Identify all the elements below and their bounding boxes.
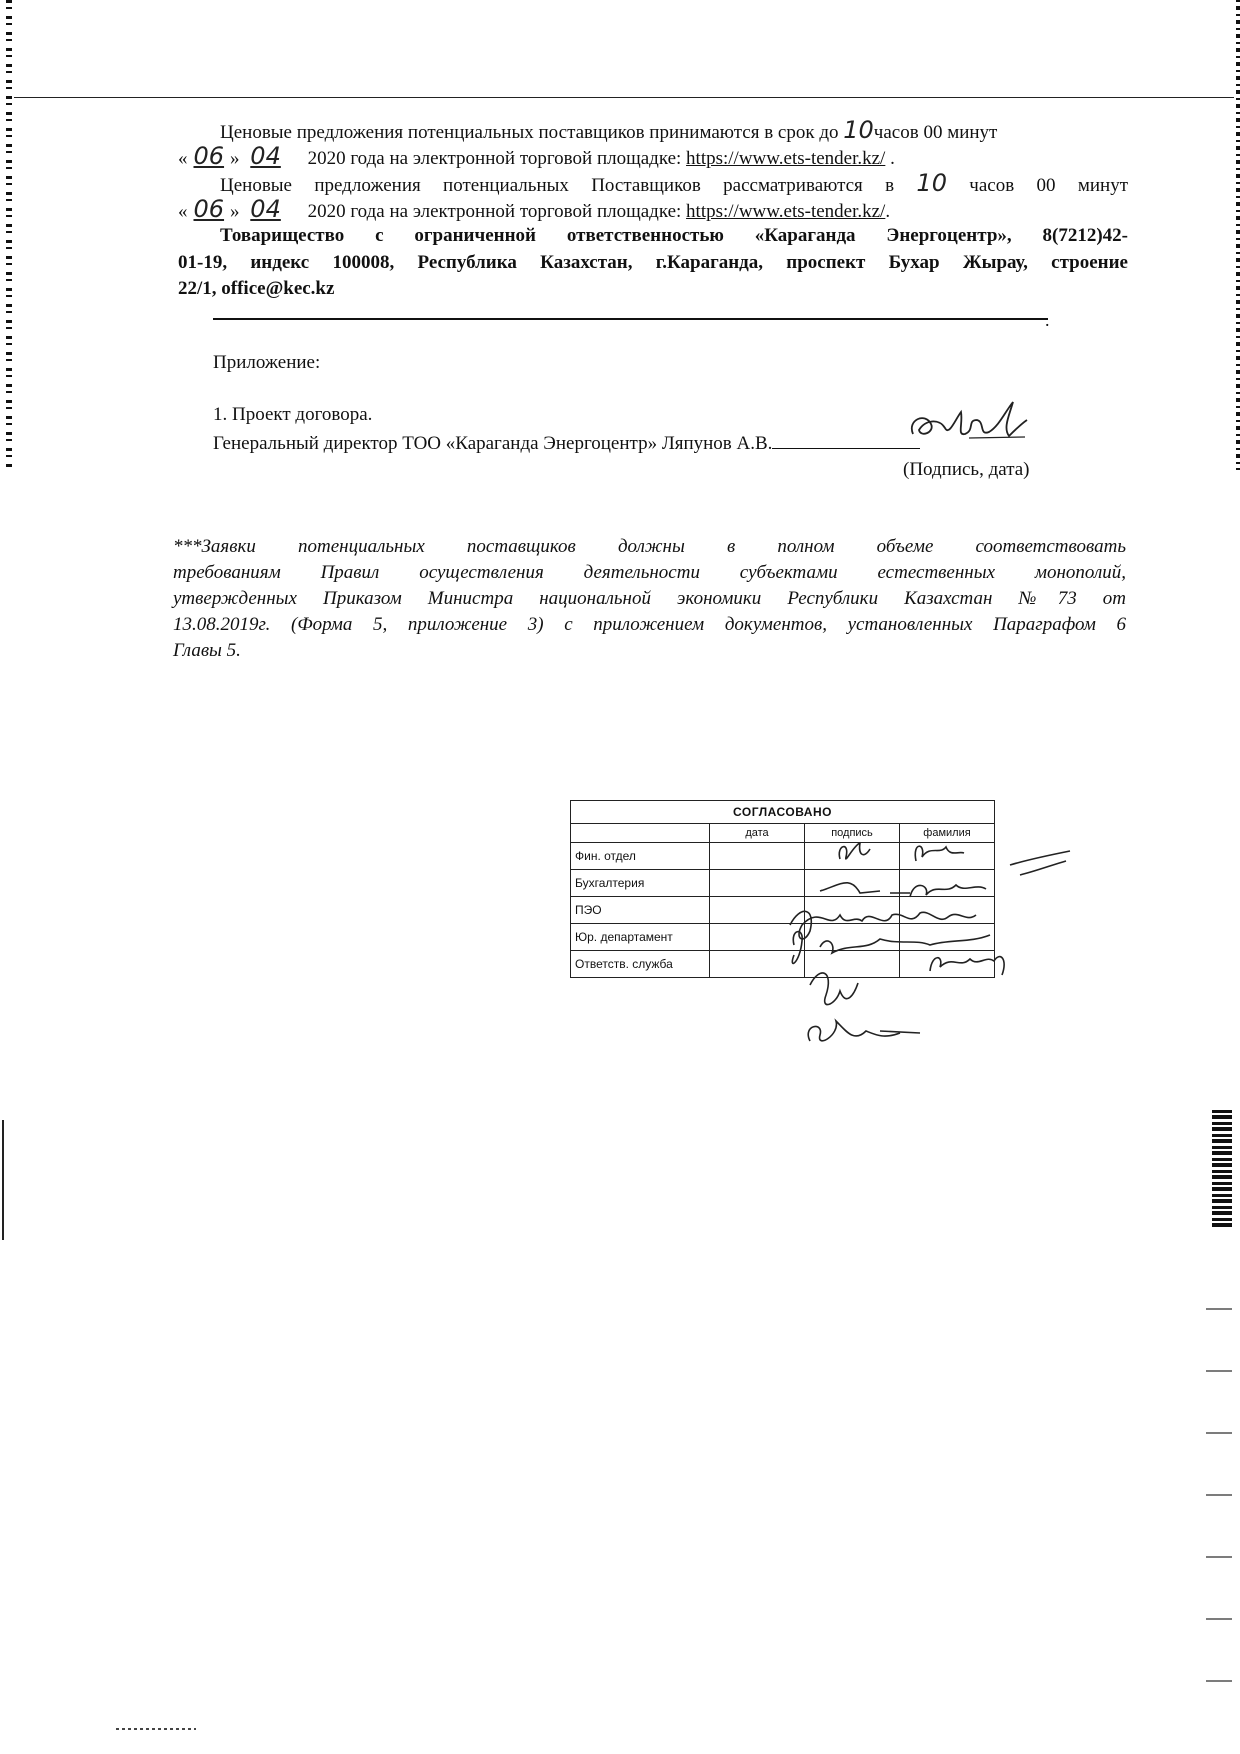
col-header: подпись: [805, 824, 900, 843]
company-line2: 01-19, индекс 100008, Республика Казахстан, г.Караганда, проспект Бухар Жырау, строение: [178, 252, 1128, 273]
scan-edge-right: [1236, 0, 1240, 470]
director-line: Генеральный директор ТОО «Караганда Энергоцентр» Ляпунов А.В.: [213, 428, 920, 457]
dept-cell: Ответств. служба: [571, 951, 710, 978]
ets-tender-link[interactable]: https://www.ets-tender.kz/: [686, 201, 886, 222]
para1-line2: « 06 » 04 2020 года на электронной торговой площадке: https://www.ets-tender.kz/ .: [178, 142, 895, 170]
separator-dot: .: [1045, 310, 1050, 330]
signature-caption: (Подпись, дата): [903, 459, 1030, 480]
scan-edge-left: [6, 0, 12, 470]
note-line4: 13.08.2019г. (Форма 5, приложение 3) с приложением документов, установленных Параграфом 6: [173, 614, 1126, 635]
dept-cell: ПЭО: [571, 897, 710, 924]
scan-edge-dots: [1206, 1280, 1232, 1720]
note-line2: требованиям Правил осуществления деятельности субъектами естественных монополий,: [173, 562, 1126, 583]
para2-line1: Ценовые предложения потенциальных Поставщиков рассматриваются в 10 часов 00 минут: [220, 169, 1129, 197]
scan-edge-left-lower: [2, 1120, 4, 1240]
company-line1: Товарищество с ограниченной ответственностью «Караганда Энергоцентр», 8(7212)42-: [220, 225, 1128, 246]
handwritten-day: 06: [193, 142, 225, 170]
scan-edge-bottom: [116, 1728, 196, 1730]
para2-line2: « 06 » 04 2020 года на электронной торговой площадке: https://www.ets-tender.kz/.: [178, 195, 891, 223]
dept-cell: Бухгалтерия: [571, 870, 710, 897]
handwritten-hour: 10: [916, 169, 947, 197]
dept-cell: Фин. отдел: [571, 843, 710, 870]
separator-line: [213, 318, 1048, 320]
company-line3: 22/1, office@kec.kz: [178, 278, 335, 299]
approval-signatures: [780, 835, 1080, 1065]
dept-cell: Юр. департамент: [571, 924, 710, 951]
appendix-item: 1. Проект договора.: [213, 404, 373, 425]
appendix-title: Приложение:: [213, 352, 321, 373]
handwritten-day: 06: [193, 195, 225, 223]
handwritten-month: 04: [250, 142, 281, 170]
scan-top-border: [14, 97, 1234, 98]
col-header: фамилия: [900, 824, 995, 843]
note-line1: ***Заявки потенциальных поставщиков должны в полном объеме соответствовать: [173, 536, 1126, 557]
note-line3: утвержденных Приказом Министра национальной экономики Республики Казахстан №73 от: [173, 588, 1126, 609]
director-signature: [905, 390, 1035, 456]
signature-blank: [772, 428, 920, 449]
para1-line1: Ценовые предложения потенциальных поставщиков принимаются в срок до 10часов 00 минут: [220, 116, 998, 144]
scan-edge-right-lower: [1212, 1110, 1232, 1230]
handwritten-month: 04: [250, 195, 281, 223]
ets-tender-link[interactable]: https://www.ets-tender.kz/: [686, 148, 886, 169]
note-line5: Главы 5.: [173, 640, 241, 661]
approval-table-title: СОГЛАСОВАНО: [571, 801, 995, 824]
col-header: [571, 824, 710, 843]
handwritten-hour: 10: [843, 116, 874, 144]
col-header: дата: [710, 824, 805, 843]
